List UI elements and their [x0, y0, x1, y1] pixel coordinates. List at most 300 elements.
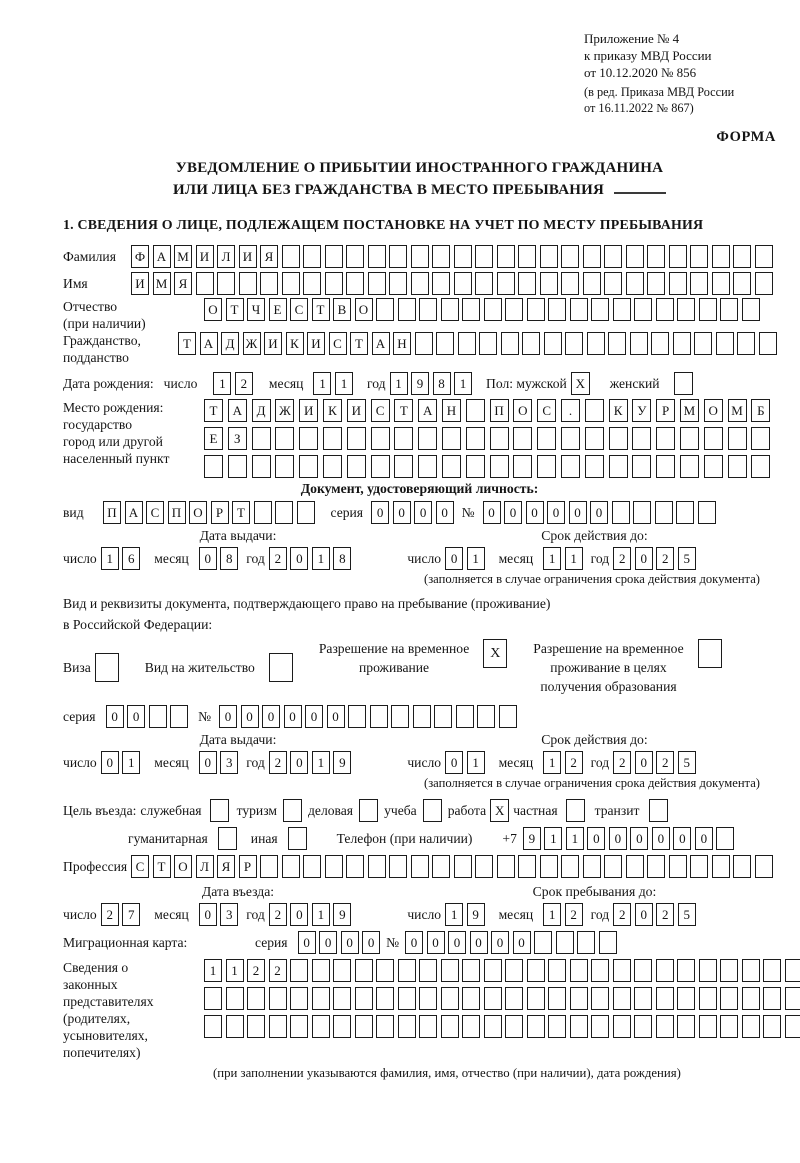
form-cell: Я: [217, 855, 235, 878]
form-cell: [484, 987, 502, 1010]
form-cell: [389, 855, 407, 878]
form-cell: [398, 959, 416, 982]
form-cell: Т: [153, 855, 171, 878]
form-cell: Р: [656, 399, 675, 422]
form-cell: 3: [220, 751, 238, 774]
form-cell: [651, 332, 669, 355]
form-cell: [501, 332, 519, 355]
form-cell: [755, 245, 773, 268]
form-cell: [149, 705, 167, 728]
form-cell: [391, 705, 409, 728]
form-cell: 8: [333, 547, 351, 570]
form-cell: 2: [656, 903, 674, 926]
form-cell: [583, 272, 601, 295]
form-cell: 0: [298, 931, 316, 954]
form-cell: [585, 427, 604, 450]
form-cell: Т: [226, 298, 244, 321]
form-cell: [434, 705, 452, 728]
form-cell: [565, 332, 583, 355]
form-cell: [376, 298, 394, 321]
purpose-transit-checkbox: [649, 799, 668, 822]
form-cell: 2: [269, 547, 287, 570]
form-cell: [282, 855, 300, 878]
form-cell: 0: [635, 547, 653, 570]
appendix-line: Приложение № 4: [584, 31, 680, 46]
form-cell: [218, 827, 237, 850]
stay-doc-issue-day-cells: [101, 751, 141, 774]
form-cell: П: [103, 501, 121, 524]
stay-until-date: число 1 9 месяц 1 2 год 2 0 2 5: [407, 903, 695, 926]
stay-until-month-cells: [543, 903, 583, 926]
form-cell: [389, 272, 407, 295]
form-cell: [716, 827, 734, 850]
form-cell: [733, 855, 751, 878]
form-cell: [669, 272, 687, 295]
form-cell: 1: [543, 903, 561, 926]
migration-series-label: серия: [255, 935, 288, 950]
form-cell: [418, 455, 437, 478]
form-cell: [655, 501, 673, 524]
form-cell: [458, 332, 476, 355]
form-cell: 1: [565, 547, 583, 570]
doc-type-label: вид: [63, 505, 84, 520]
form-cell: 1: [467, 547, 485, 570]
form-cell: [323, 455, 342, 478]
form-cell: [226, 1015, 244, 1038]
field-row-profession: [63, 855, 776, 878]
form-cell: А: [228, 399, 247, 422]
form-cell: [548, 959, 566, 982]
form-cell: [698, 639, 722, 668]
profession-label: Профессия: [63, 859, 128, 874]
form-cell: Ж: [243, 332, 261, 355]
form-cell: 0: [262, 705, 280, 728]
form-cell: [720, 298, 738, 321]
field-row-name: [63, 272, 776, 295]
representatives-note: (при заполнении указываются фамилия, имя, отчество (при наличии), дата рождения): [213, 1066, 681, 1080]
form-cell: [712, 245, 730, 268]
form-cell: [505, 959, 523, 982]
form-cell: [290, 959, 308, 982]
form-cell: [591, 1015, 609, 1038]
form-cell: О: [174, 855, 192, 878]
form-cell: [204, 1015, 222, 1038]
form-cell: [454, 855, 472, 878]
form-cell: [570, 1015, 588, 1038]
form-cell: [411, 855, 429, 878]
form-cell: О: [704, 399, 723, 422]
stay-until-day-cells: [445, 903, 485, 926]
form-title-line1: УВЕДОМЛЕНИЕ О ПРИБЫТИИ ИНОСТРАННОГО ГРАЖДАНИНА: [175, 160, 664, 176]
form-cell: [170, 705, 188, 728]
form-cell: [649, 799, 668, 822]
form-cell: [333, 1015, 351, 1038]
form-cell: [247, 1015, 265, 1038]
form-cell: [527, 987, 545, 1010]
form-cell: 0: [590, 501, 608, 524]
form-cell: 0: [305, 705, 323, 728]
form-cell: [728, 455, 747, 478]
stay-doc-issue-month-cells: [199, 751, 239, 774]
form-cell: [413, 705, 431, 728]
form-cell: [634, 987, 652, 1010]
form-cell: [751, 427, 770, 450]
form-cell: 0: [327, 705, 345, 728]
form-cell: 2: [656, 751, 674, 774]
form-cell: [282, 272, 300, 295]
form-cell: [561, 855, 579, 878]
form-cell: [411, 245, 429, 268]
purpose-humanitarian-checkbox: [218, 827, 237, 850]
form-cell: [587, 332, 605, 355]
form-cell: 0: [219, 705, 237, 728]
sex-female-label: женский: [609, 376, 660, 391]
form-cell: [699, 1015, 717, 1038]
citizenship-label: Гражданство, подданство: [63, 333, 141, 365]
form-cell: 1: [335, 372, 353, 395]
form-cell: [604, 855, 622, 878]
birth-month-cells: [313, 372, 353, 395]
form-cell: С: [371, 399, 390, 422]
form-cell: 2: [269, 959, 287, 982]
form-cell: 0: [609, 827, 627, 850]
form-cell: .: [561, 399, 580, 422]
form-cell: [442, 455, 461, 478]
form-cell: [540, 272, 558, 295]
stay-doc-issue-date: число 0 1 месяц 0 3 год 2 0 1 9: [63, 751, 351, 774]
form-cell: [534, 931, 552, 954]
form-cell: [204, 455, 223, 478]
form-cell: [466, 455, 485, 478]
form-cell: [254, 501, 272, 524]
form-title: [63, 157, 776, 201]
form-cell: [613, 298, 631, 321]
form-cell: [690, 855, 708, 878]
form-cell: [518, 272, 536, 295]
form-cell: [376, 959, 394, 982]
form-cell: [441, 1015, 459, 1038]
form-cell: 0: [569, 501, 587, 524]
birth-place-label: Место рождения: государство город или другой населенный пункт: [63, 400, 170, 466]
form-cell: [677, 298, 695, 321]
form-cell: 9: [467, 903, 485, 926]
form-cell: X: [490, 799, 509, 822]
form-cell: А: [153, 245, 171, 268]
field-row-patronymic: [63, 298, 776, 332]
form-cell: [591, 959, 609, 982]
form-cell: 0: [635, 903, 653, 926]
form-cell: И: [307, 332, 325, 355]
form-cell: [656, 959, 674, 982]
form-cell: 1: [101, 547, 119, 570]
form-cell: [712, 272, 730, 295]
form-cell: [699, 959, 717, 982]
amendment-note: [584, 84, 776, 116]
form-cell: [299, 455, 318, 478]
form-cell: 8: [220, 547, 238, 570]
surname-cells: [131, 245, 773, 268]
form-cell: 1: [566, 827, 584, 850]
form-cell: [239, 272, 257, 295]
stay-doc-valid-month-cells: [543, 751, 583, 774]
purpose-commercial-checkbox: [359, 799, 378, 822]
form-cell: [570, 298, 588, 321]
form-cell: 1: [312, 751, 330, 774]
year-label: год: [366, 376, 386, 391]
doc-number-label: №: [461, 505, 475, 520]
field-row-surname: [63, 245, 776, 268]
form-cell: 0: [427, 931, 445, 954]
form-cell: [613, 1015, 631, 1038]
form-cell: А: [372, 332, 390, 355]
form-cell: [499, 705, 517, 728]
form-cell: [355, 987, 373, 1010]
temporary-residence-education-checkbox: [698, 639, 722, 668]
stay-doc-intro-line2: в Российской Федерации:: [63, 617, 213, 632]
form-cell: [540, 245, 558, 268]
migration-number-label: №: [386, 935, 400, 950]
field-row-citizenship: [63, 332, 776, 366]
form-cell: Т: [350, 332, 368, 355]
option-temporary-residence: Разрешение на временное проживание X: [319, 639, 507, 696]
form-cell: 0: [199, 903, 217, 926]
form-cell: [513, 427, 532, 450]
title-underline: [614, 180, 666, 194]
form-cell: [368, 272, 386, 295]
form-cell: [632, 427, 651, 450]
option-visa: Виза: [63, 639, 119, 696]
form-cell: Р: [211, 501, 229, 524]
form-cell: [333, 987, 351, 1010]
form-cell: В: [333, 298, 351, 321]
form-cell: Л: [196, 855, 214, 878]
form-cell: [454, 272, 472, 295]
form-cell: 0: [290, 751, 308, 774]
form-cell: Ф: [131, 245, 149, 268]
validity-note: (заполняется в случае ограничения срока действия документа): [424, 572, 760, 586]
purpose-business-checkbox: [210, 799, 229, 822]
form-cell: 1: [445, 903, 463, 926]
purpose-row-2: гуманитарная иная Телефон (при наличии) +7 9 1 1 0 0 0 0 0 0: [128, 827, 776, 850]
temporary-residence-checkbox: [483, 639, 507, 668]
form-cell: [269, 987, 287, 1010]
form-cell: [612, 501, 630, 524]
form-cell: [763, 987, 781, 1010]
form-cell: 2: [613, 547, 631, 570]
form-cell: [630, 332, 648, 355]
form-cell: [359, 799, 378, 822]
form-cell: С: [329, 332, 347, 355]
form-cell: [441, 298, 459, 321]
form-cell: [518, 855, 536, 878]
form-cell: [290, 987, 308, 1010]
form-cell: [742, 1015, 760, 1038]
form-cell: [527, 298, 545, 321]
form-cell: И: [299, 399, 318, 422]
form-cell: 1: [454, 372, 472, 395]
form-cell: 6: [122, 547, 140, 570]
form-cell: [415, 332, 433, 355]
form-cell: 0: [491, 931, 509, 954]
form-cell: 0: [362, 931, 380, 954]
form-cell: [656, 987, 674, 1010]
form-cell: 2: [613, 751, 631, 774]
form-cell: [634, 1015, 652, 1038]
form-cell: [247, 987, 265, 1010]
form-cell: [432, 245, 450, 268]
doc-series-cells: [371, 501, 454, 524]
form-cell: [742, 298, 760, 321]
form-cell: [570, 959, 588, 982]
citizenship-cells: [178, 332, 777, 355]
form-cell: [570, 987, 588, 1010]
stay-doc-series-label: серия: [63, 709, 96, 724]
form-cell: [742, 987, 760, 1010]
form-cell: [720, 987, 738, 1010]
form-cell: 2: [565, 751, 583, 774]
form-cell: Е: [269, 298, 287, 321]
form-cell: 1: [122, 751, 140, 774]
form-cell: [312, 959, 330, 982]
form-cell: 1: [226, 959, 244, 982]
form-cell: [540, 855, 558, 878]
birth-place-cells: [204, 399, 770, 478]
form-cell: С: [131, 855, 149, 878]
name-cells: [131, 272, 773, 295]
passport-dates-row: [63, 547, 776, 570]
form-cell: О: [355, 298, 373, 321]
form-cell: [275, 427, 294, 450]
form-cell: 0: [695, 827, 713, 850]
form-cell: [591, 298, 609, 321]
form-cell: 1: [543, 751, 561, 774]
form-cell: [585, 399, 604, 422]
form-cell: [604, 245, 622, 268]
purpose-study-checkbox: [423, 799, 442, 822]
form-cell: Б: [751, 399, 770, 422]
migration-series-cells: [298, 931, 381, 954]
form-cell: [371, 427, 390, 450]
form-cell: [656, 427, 675, 450]
form-cell: [680, 427, 699, 450]
stay-doc-valid-until-date: число 0 1 месяц 1 2 год 2 0 2 5: [407, 751, 695, 774]
form-cell: [370, 705, 388, 728]
sex-female-checkbox: [674, 372, 693, 395]
form-cell: 0: [448, 931, 466, 954]
passport-issue-year-cells: [269, 547, 352, 570]
form-cell: С: [537, 399, 556, 422]
doc-number-cells: [483, 501, 716, 524]
form-cell: [275, 501, 293, 524]
form-cell: [419, 1015, 437, 1038]
form-cell: 1: [312, 547, 330, 570]
form-cell: 9: [333, 903, 351, 926]
form-cell: [669, 855, 687, 878]
form-cell: 3: [220, 903, 238, 926]
form-cell: 2: [101, 903, 119, 926]
form-cell: [544, 332, 562, 355]
form-cell: 1: [213, 372, 231, 395]
form-cell: [505, 298, 523, 321]
stay-until-heading: Срок пребывания до:: [532, 884, 657, 899]
form-cell: X: [483, 639, 507, 668]
form-cell: [518, 245, 536, 268]
form-cell: [742, 959, 760, 982]
form-cell: 8: [433, 372, 451, 395]
migration-card-row: [63, 931, 776, 954]
form-cell: Я: [174, 272, 192, 295]
form-cell: М: [174, 245, 192, 268]
field-row-birth-date: [63, 372, 776, 395]
form-cell: [95, 653, 119, 682]
form-cell: [346, 245, 364, 268]
form-cell: [297, 501, 315, 524]
form-cell: [583, 245, 601, 268]
passport-valid-month-cells: [543, 547, 583, 570]
form-cell: [785, 1015, 800, 1038]
form-cell: [626, 272, 644, 295]
form-cell: [456, 705, 474, 728]
form-cell: [755, 272, 773, 295]
form-cell: [454, 245, 472, 268]
form-cell: [210, 799, 229, 822]
patronymic-cells: [204, 298, 760, 321]
form-cell: [561, 245, 579, 268]
form-cell: [737, 332, 755, 355]
form-cell: [712, 855, 730, 878]
form-cell: [755, 855, 773, 878]
form-cell: 0: [371, 501, 389, 524]
form-cell: 0: [393, 501, 411, 524]
form-cell: 0: [504, 501, 522, 524]
form-cell: [269, 653, 293, 682]
issue-date-heading: Дата выдачи:: [199, 528, 277, 543]
form-cell: [462, 959, 480, 982]
form-cell: 2: [269, 903, 287, 926]
day-label: число: [163, 376, 198, 391]
form-cell: [442, 427, 461, 450]
birth-place-row: [204, 399, 770, 422]
form-cell: [436, 332, 454, 355]
form-cell: [376, 987, 394, 1010]
form-cell: И: [196, 245, 214, 268]
name-label: Имя: [63, 276, 88, 291]
form-cell: [299, 427, 318, 450]
entry-month-cells: [199, 903, 239, 926]
entry-day-cells: [101, 903, 141, 926]
form-cell: [325, 855, 343, 878]
form-cell: [484, 298, 502, 321]
form-cell: [527, 1015, 545, 1038]
phone-prefix: +7: [502, 831, 517, 846]
form-cell: А: [200, 332, 218, 355]
form-cell: Р: [239, 855, 257, 878]
form-cell: [704, 455, 723, 478]
form-cell: 0: [630, 827, 648, 850]
form-cell: [323, 427, 342, 450]
form-cell: [674, 372, 693, 395]
form-cell: [346, 272, 364, 295]
form-cell: [733, 272, 751, 295]
patronymic-label: Отчество (при наличии): [63, 299, 146, 331]
migration-card-label: Миграционная карта:: [63, 935, 188, 950]
form-cell: [728, 427, 747, 450]
form-cell: [303, 855, 321, 878]
form-cell: [527, 959, 545, 982]
form-cell: С: [290, 298, 308, 321]
purpose-tourism-checkbox: [283, 799, 302, 822]
form-cell: К: [323, 399, 342, 422]
